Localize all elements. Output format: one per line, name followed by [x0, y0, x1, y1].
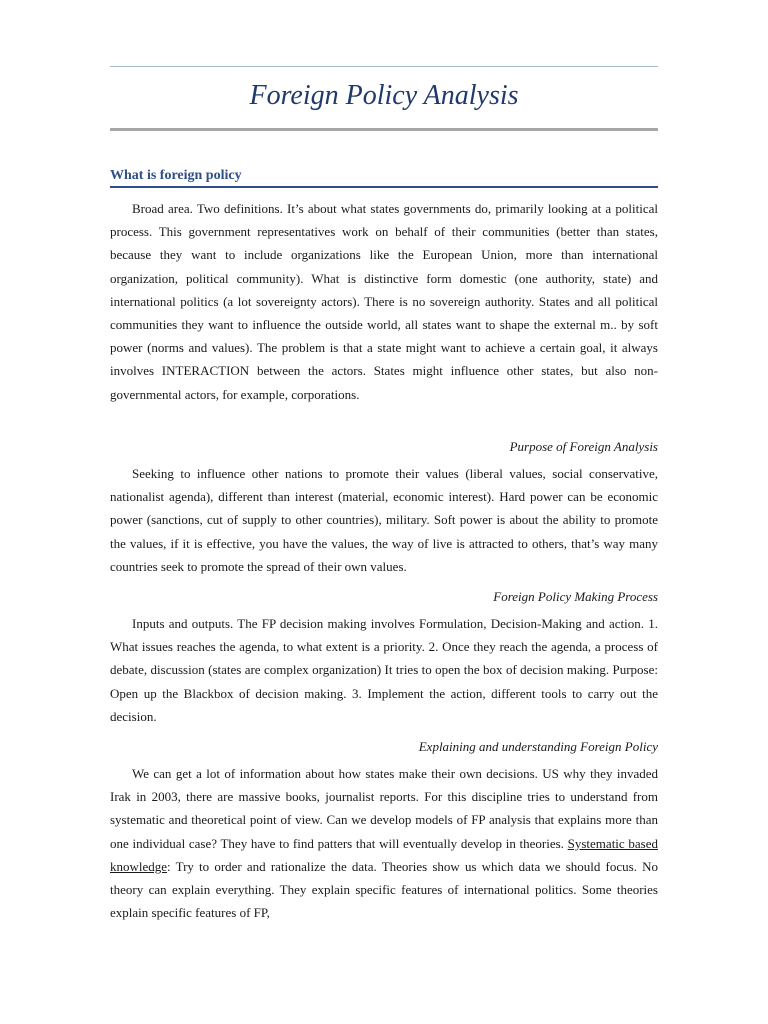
header-rule: [110, 66, 658, 67]
explaining-text-before: We can get a lot of information about how states make their own decisions. US why they invaded Irak in 2003, there are massive books, journalist reports. For this discipline tries to understand from systematic and theoretical point of view. Can we develop models of FP analysis that explains more than one individual case? They have to find patters that will eventually develop in theories.: [110, 766, 658, 851]
title-rule: [110, 128, 658, 131]
document-title: Foreign Policy Analysis: [249, 80, 519, 111]
subheading-purpose: Purpose of Foreign Analysis: [509, 439, 658, 454]
intro-paragraph: Broad area. Two definitions. It’s about what states governments do, primarily looking at a political process. This government representatives work on behalf of their communities (better than states, because they want to include organizations like the European Union, more than international organization, political community). What is distinctive form domestic (one authority, state) and international politics (a lot sovereignty actors). There is no sovereign authority. States and all political communities they want to influence the outside world, all states want to shape the external m.. by soft power (norms and values). The problem is that a state might want to achieve a certain goal, it always involves INTERACTION between the actors. States might influence other states, but also non- governmental actors, for example, corporations.: [110, 201, 658, 402]
heading-rule: [110, 186, 658, 188]
explaining-text-after: : Try to order and rationalize the data. Theories show us which data we should focus. No theory can explain everything. They explain specific features of international politics. Some theories explain specific features of FP,: [110, 858, 658, 921]
purpose-paragraph: Seeking to influence other nations to promote their values (liberal values, social conservative, nationalist agenda), different than interest (material, economic interest). Hard power can be economic power (sanctions, cut of supply to other countries), military. Soft power is about the ability to promote the values, if it is effective, you have the values, the way of live is attracted to others, that’s way many countries seek to promote the spread of their own values.: [110, 466, 658, 574]
making-process-paragraph: Inputs and outputs. The FP decision making involves Formulation, Decision-Making and action. 1. What issues reaches the agenda, to what extent is a priority. 2. Once they reach the agenda, a process of debate, discussion (states are complex organization) It tries to open the box of decision making. Purpose: Open up the Blackbox of decision making. 3. Implement the action, different tools to carry out the decision.: [110, 616, 658, 724]
systematic-knowledge-term: Systematic based knowledge: [110, 835, 658, 874]
explaining-paragraph: [110, 762, 658, 924]
subheading-making-process: Foreign Policy Making Process: [493, 589, 658, 604]
section-heading: What is foreign policy: [110, 168, 242, 183]
subheading-explaining: Explaining and understanding Foreign Policy: [418, 739, 658, 754]
